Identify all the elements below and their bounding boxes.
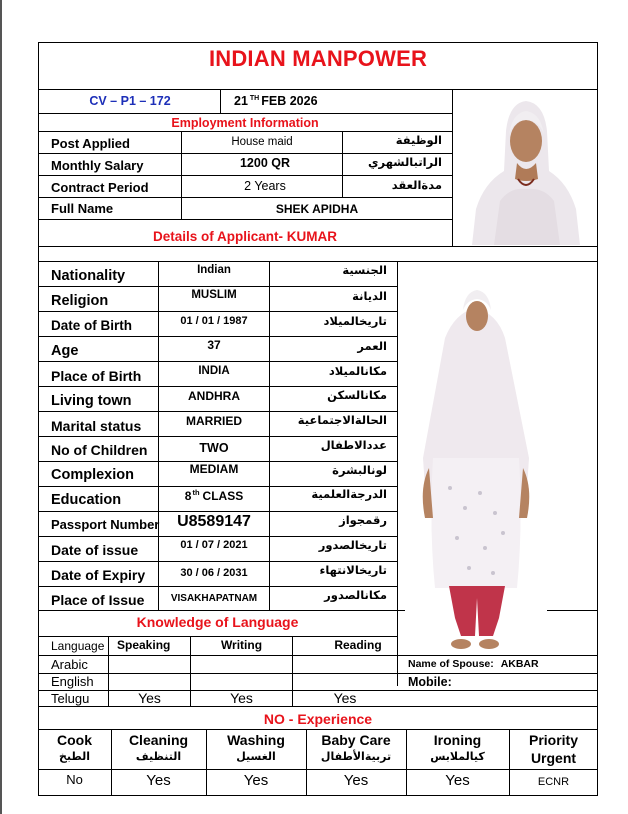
applicant-value: 01 / 01 / 1987 [180, 315, 248, 327]
experience-skill: Cook [57, 732, 92, 748]
divider [38, 655, 598, 656]
applicant-value: ANDHRA [188, 389, 240, 403]
experience-skill: Baby Care [321, 732, 391, 748]
applicant-arabic: عددالاطفال [320, 440, 387, 452]
experience-section-title: NO - Experience [263, 711, 373, 727]
applicant-label: Place of Issue [51, 592, 145, 608]
language-header: Writing [220, 638, 263, 652]
experience-answer: No [66, 772, 83, 787]
cv-number: CV – P1 – 172 [89, 94, 171, 108]
applicant-label: Place of Birth [51, 368, 142, 384]
applicant-value: Indian [197, 264, 231, 276]
applicant-value: VISAKHAPATNAM [170, 593, 258, 604]
emp-arabic: مدةالعقد [391, 180, 442, 192]
divider [38, 586, 397, 587]
applicant-label: Date of Expiry [51, 567, 146, 583]
language-speaking: Yes [138, 690, 161, 706]
divider [38, 219, 452, 220]
divider [38, 261, 598, 262]
language-name: Telugu [51, 691, 90, 706]
applicant-label: Passport Number [51, 517, 160, 532]
applicant-arabic: الديانة [352, 291, 387, 303]
education-rest: CLASS [202, 489, 244, 503]
experience-arabic: تربيةالأطفال [320, 751, 392, 763]
divider [38, 336, 397, 337]
spouse-label: Name of Spouse: [408, 658, 494, 670]
passport-number-value: U8589147 [177, 513, 251, 530]
divider [38, 511, 397, 512]
applicant-arabic: الحالةالاجتماعية [297, 415, 387, 427]
emp-label: Full Name [51, 201, 114, 216]
applicant-label: Complexion [51, 467, 134, 483]
divider [220, 89, 221, 113]
applicant-label: Education [51, 492, 122, 508]
divider [38, 131, 452, 132]
divider [38, 706, 598, 707]
spouse-field [408, 659, 539, 670]
language-writing: Yes [230, 690, 253, 706]
applicant-label: No of Children [51, 442, 148, 458]
applicant-label: Religion [51, 293, 109, 309]
experience-arabic: كيالملابس [430, 751, 485, 763]
divider [38, 673, 598, 674]
full-body-photo-icon [405, 268, 547, 660]
experience-answer: Yes [243, 772, 269, 789]
language-header: Reading [334, 638, 382, 652]
experience-skill: Ironing [433, 732, 482, 748]
emp-label: Post Applied [51, 136, 130, 151]
applicant-label: Date of issue [51, 542, 139, 558]
emp-value: 1200 QR [239, 156, 291, 170]
applicant-value: 37 [207, 338, 221, 352]
language-header: Speaking [117, 638, 171, 652]
divider [452, 89, 453, 246]
divider [38, 769, 598, 770]
applicant-arabic: تاريخالانتهاء [319, 565, 387, 577]
full-name-value: SHEK APIDHA [275, 202, 359, 216]
divider [38, 153, 452, 154]
divider [38, 411, 397, 412]
divider [38, 311, 397, 312]
applicant-arabic: تاريخالميلاد [323, 316, 387, 328]
date-suffix: TH [249, 95, 260, 102]
emp-label: Contract Period [51, 180, 149, 195]
applicant-arabic: العمر [357, 341, 387, 353]
applicant-label: Age [51, 343, 79, 359]
experience-answer: Yes [343, 772, 369, 789]
education-number: 8 [184, 489, 192, 503]
divider [38, 175, 452, 176]
divider [38, 113, 452, 114]
applicant-value: 30 / 06 / 2031 [180, 567, 248, 579]
divider [38, 386, 397, 387]
language-name: English [51, 674, 94, 689]
portrait-photo-icon [454, 91, 597, 245]
date-day: 21 [234, 94, 248, 108]
divider [38, 361, 397, 362]
applicant-arabic: مكانالميلاد [328, 366, 387, 378]
experience-skill: Cleaning [128, 732, 189, 748]
left-border-edge [0, 0, 2, 814]
experience-answer: Yes [146, 772, 171, 789]
applicant-arabic: الدرجةالعلمية [311, 489, 387, 501]
divider [38, 89, 598, 90]
experience-skill: Washing [227, 732, 285, 748]
language-name: Arabic [51, 657, 88, 672]
applicant-label: Nationality [51, 268, 126, 284]
applicant-section-title: Details of Applicant- KUMAR [152, 229, 337, 244]
divider [38, 486, 397, 487]
applicant-label: Date of Birth [51, 318, 132, 333]
experience-skill: Priority [528, 732, 578, 748]
divider [38, 636, 397, 637]
divider [38, 536, 397, 537]
applicant-arabic: تاريخالصدور [318, 540, 387, 552]
emp-label: Monthly Salary [51, 158, 144, 173]
emp-arabic: الراتبالشهري [368, 157, 442, 169]
applicant-arabic: لونالبشرة [332, 465, 387, 477]
divider [38, 561, 397, 562]
divider [397, 261, 398, 686]
company-title: INDIAN MANPOWER [208, 46, 428, 71]
emp-value: House maid [231, 136, 293, 148]
divider [38, 729, 598, 730]
date-rest: FEB 2026 [261, 94, 318, 108]
emp-arabic: الوظيفة [395, 135, 442, 147]
applicant-value: MARRIED [186, 414, 242, 428]
priority-value: Urgent [530, 750, 577, 766]
applicant-arabic: مكانالسكن [327, 390, 387, 402]
applicant-value: MUSLIM [191, 289, 237, 301]
emp-value: 2 Years [244, 179, 286, 193]
applicant-label: Marital status [51, 418, 142, 434]
applicant-arabic: رقمجواز [339, 515, 387, 527]
divider [38, 246, 598, 247]
education-suffix: th [192, 488, 200, 497]
spouse-value: AKBAR [500, 658, 539, 670]
mobile-label: Mobile: [408, 675, 452, 689]
applicant-value: INDIA [198, 365, 230, 377]
applicant-arabic: الجنسية [342, 265, 387, 277]
applicant-value: 01 / 07 / 2021 [180, 539, 248, 551]
cv-date [234, 95, 318, 108]
experience-arabic: الغسيل [236, 751, 276, 763]
language-reading: Yes [333, 690, 357, 706]
experience-answer: Yes [445, 772, 470, 789]
language-header: Language [51, 639, 105, 653]
language-section-title: Knowledge of Language [136, 614, 299, 630]
divider [38, 286, 397, 287]
applicant-value: TWO [199, 441, 229, 455]
education-value [159, 489, 269, 502]
applicant-arabic: مكانالصدور [324, 590, 387, 602]
divider [38, 436, 397, 437]
divider [38, 197, 452, 198]
experience-arabic: التنظيف [135, 751, 182, 763]
applicant-label: Living town [51, 393, 132, 409]
applicant-value: MEDIAM [189, 462, 239, 476]
ecnr-value: ECNR [537, 776, 570, 788]
experience-arabic: الطبخ [58, 751, 91, 763]
employment-section-title: Employment Information [171, 116, 319, 130]
